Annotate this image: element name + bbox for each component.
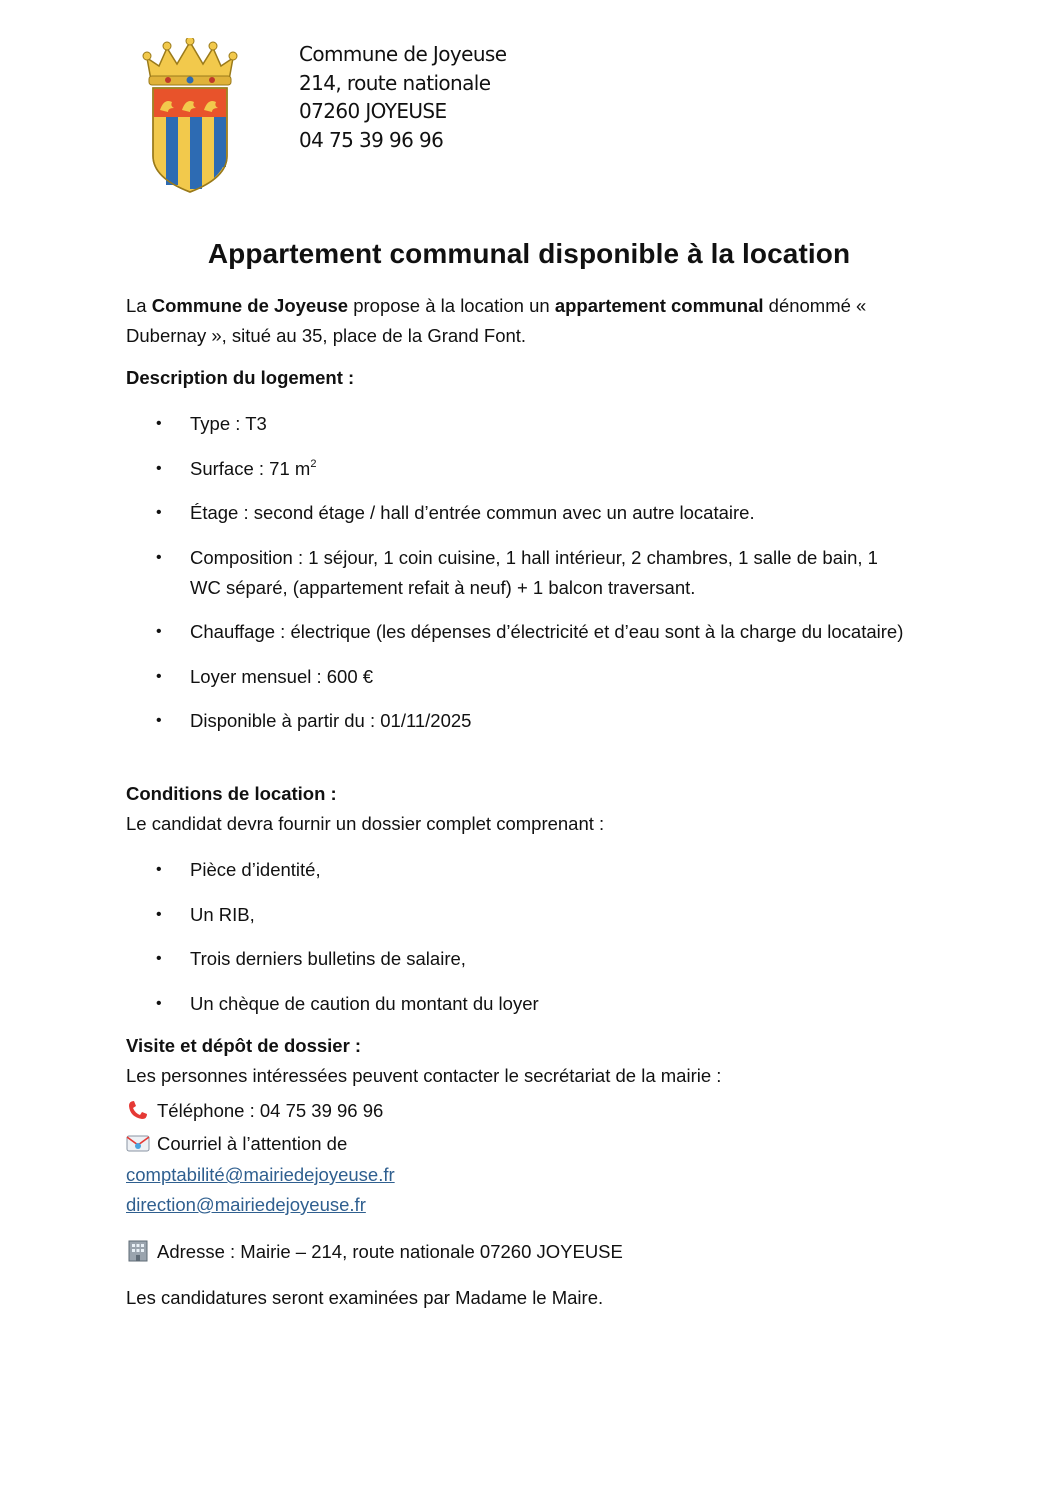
- email-line: [126, 1190, 366, 1220]
- address-line: Commune de Joyeuse: [299, 42, 507, 66]
- address-line: 214, route nationale: [299, 70, 491, 95]
- list-item: • Un RIB,: [126, 900, 906, 930]
- email-link-comptabilite[interactable]: comptabilité@mairiedejoyeuse.fr: [126, 1164, 395, 1185]
- list-item: • Trois derniers bulletins de salaire,: [126, 944, 906, 974]
- intro-text: La: [126, 295, 152, 316]
- list-item: • Disponible à partir du : 01/11/2025: [126, 706, 906, 736]
- list-item: • Pièce d’identité,: [126, 855, 906, 885]
- email-line: [126, 1160, 395, 1190]
- telephone-text: Téléphone : 04 75 39 96 96: [157, 1100, 384, 1121]
- adresse-line: [126, 1237, 623, 1267]
- telephone-line: [126, 1096, 383, 1126]
- adresse-text: Adresse : Mairie – 214, route nationale 07260 JOYEUSE: [157, 1241, 623, 1262]
- intro-paragraph: [126, 291, 936, 351]
- crown: [143, 38, 237, 85]
- list-item: [126, 454, 906, 484]
- town-hall-address: [299, 40, 506, 154]
- list-item: • Type : T3: [126, 409, 906, 439]
- conditions-heading: Conditions de location :: [126, 783, 337, 804]
- crest-icon: [133, 38, 247, 194]
- envelope-icon: [126, 1132, 150, 1154]
- footer-note: Les candidatures seront examinées par Madame le Maire.: [126, 1287, 604, 1308]
- telephone-icon: [126, 1099, 150, 1121]
- list-item-text: Surface : 71 m: [190, 457, 311, 479]
- conditions-list: [126, 855, 906, 1033]
- address-line: 04 75 39 96 96: [299, 127, 444, 152]
- visite-heading: Visite et dépôt de dossier :: [126, 1035, 362, 1056]
- description-heading: Description du logement :: [126, 367, 355, 388]
- conditions-subtitle: Le candidat devra fournir un dossier complet comprenant :: [126, 813, 605, 834]
- intro-commune: Commune de Joyeuse: [151, 295, 349, 316]
- list-item: • Chauffage : électrique (les dépenses d’électricité et d’eau sont à la charge du locataire): [126, 617, 906, 647]
- list-item: • Étage : second étage / hall d’entrée commun avec un autre locataire.: [126, 498, 906, 528]
- intro-appartement: appartement communal: [554, 295, 764, 316]
- page-title: Appartement communal disponible à la location: [207, 238, 851, 269]
- building-icon: [126, 1240, 150, 1262]
- visite-subtitle: Les personnes intéressées peuvent contacter le secrétariat de la mairie :: [126, 1065, 722, 1086]
- intro-text: dénommé « Dubernay », situé au 35, place de la Grand Font.: [126, 295, 867, 346]
- courriel-line: [126, 1129, 347, 1159]
- superscript: 2: [310, 457, 317, 470]
- list-item: • Un chèque de caution du montant du loyer: [126, 989, 906, 1019]
- email-link-direction[interactable]: direction@mairiedejoyeuse.fr: [126, 1194, 366, 1215]
- description-list: [126, 409, 906, 751]
- crest-pales: [166, 117, 226, 189]
- list-item: • Loyer mensuel : 600 €: [126, 662, 906, 692]
- courriel-text: Courriel à l’attention de: [157, 1133, 348, 1154]
- address-line: 07260 JOYEUSE: [299, 99, 447, 123]
- list-item: • Composition : 1 séjour, 1 coin cuisine, 1 hall intérieur, 2 chambres, 1 salle de bain, 1 WC séparé, (appartement refait à neuf) + 1 balcon traversant.: [126, 543, 906, 603]
- intro-text: propose à la location un: [348, 295, 555, 316]
